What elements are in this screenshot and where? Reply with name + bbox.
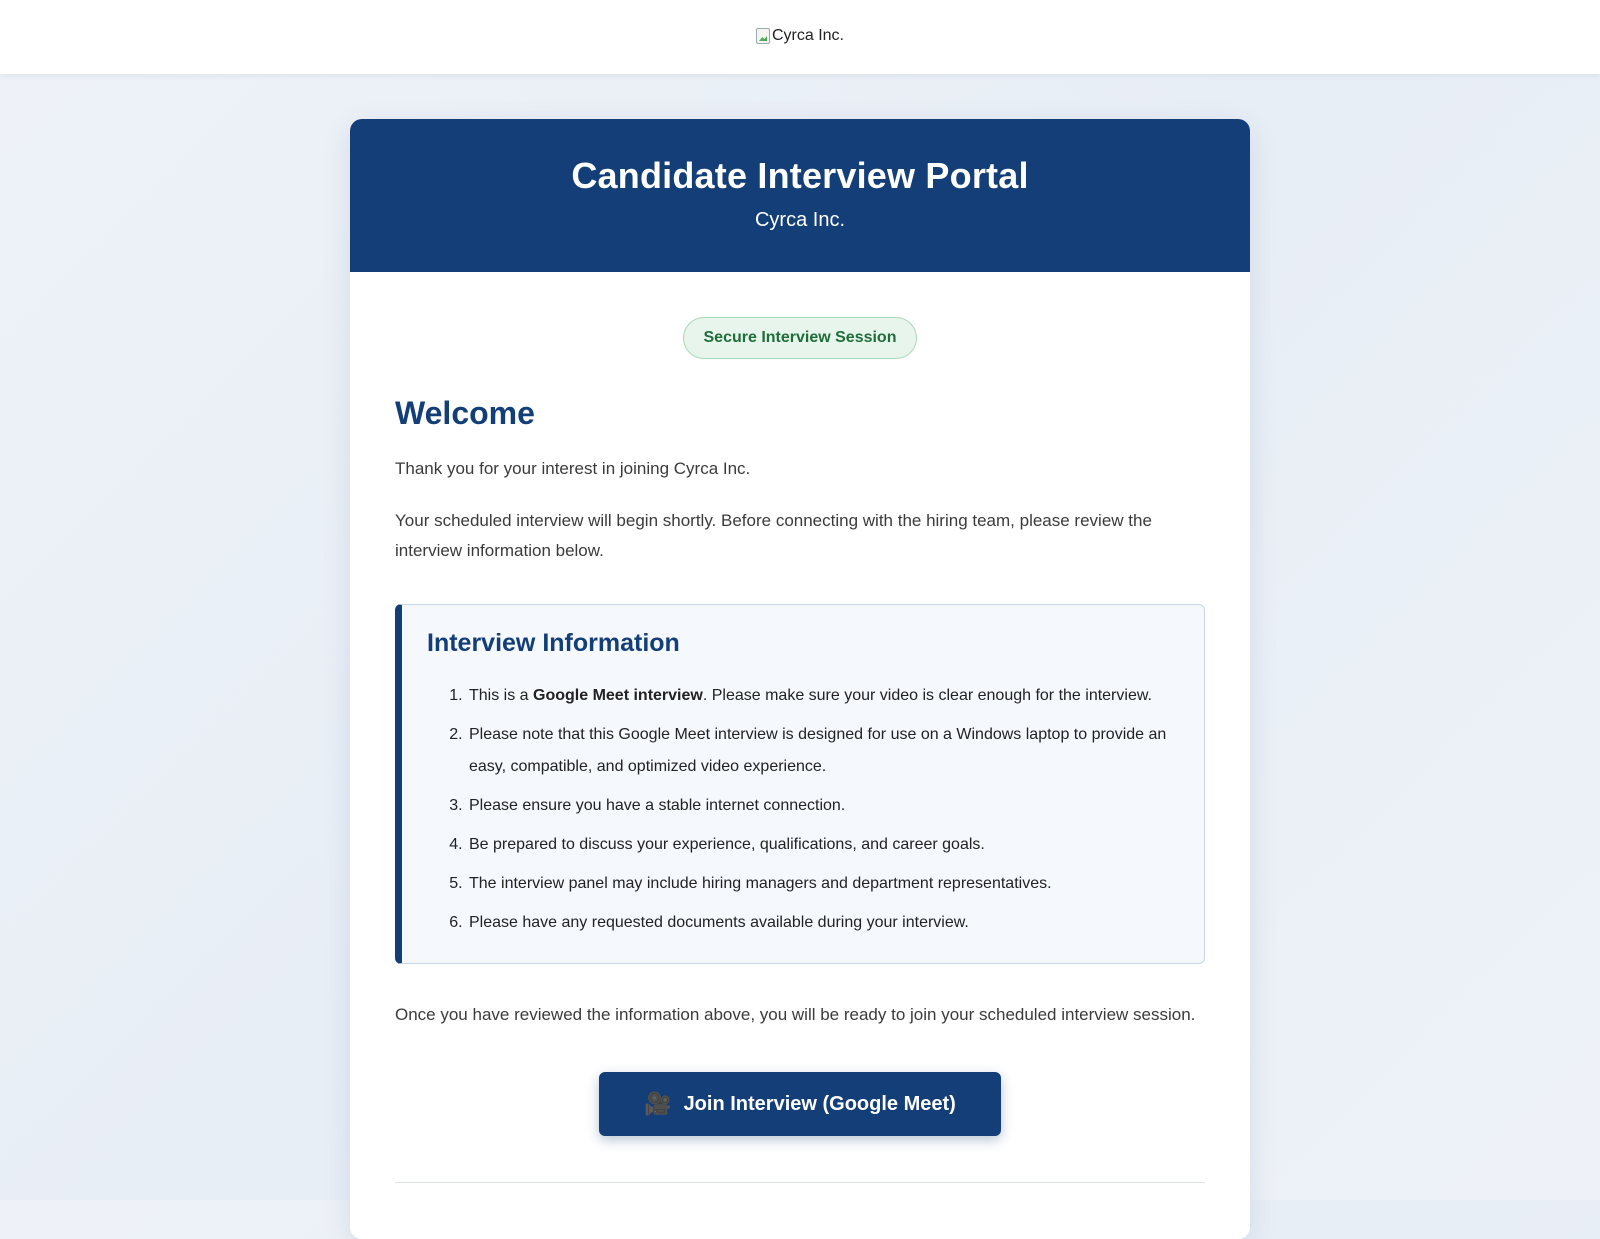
join-interview-button[interactable] bbox=[599, 1072, 1001, 1136]
video-camera-icon: 🎥 bbox=[644, 1091, 672, 1116]
company-name: Cyrca Inc. bbox=[754, 209, 846, 231]
interview-info-box bbox=[395, 604, 1205, 964]
list-item: 5. The interview panel may include hiring managers and department representatives. bbox=[467, 868, 1180, 900]
list-item: 2. Please note that this Google Meet interview is designed for use on a Windows laptop to provide an easy, compatible, and optimized video experience. bbox=[467, 719, 1180, 783]
emphasis-text: Google Meet interview bbox=[533, 687, 703, 704]
list-item: 6. Please have any requested documents available during your interview. bbox=[467, 907, 1180, 939]
card-header bbox=[350, 119, 1250, 272]
portal-card bbox=[350, 119, 1250, 1239]
top-bar bbox=[0, 0, 1600, 74]
list-item: 3. Please ensure you have a stable internet connection. bbox=[467, 790, 1180, 822]
info-title: Interview Information bbox=[427, 629, 680, 657]
broken-image-icon bbox=[756, 28, 770, 44]
secure-session-badge: Secure Interview Session bbox=[683, 317, 918, 359]
list-item: 1. This is a Google Meet interview. Please make sure your video is clear enough for the interview. bbox=[467, 680, 1180, 712]
company-logo bbox=[756, 27, 844, 45]
closing-text: Once you have reviewed the information above, you will be ready to join your scheduled interview session. bbox=[395, 1005, 1196, 1024]
divider bbox=[395, 1182, 1205, 1183]
list-item: 4. Be prepared to discuss your experience, qualifications, and career goals. bbox=[467, 829, 1180, 861]
intro-text: Thank you for your interest in joining Cyrca Inc. bbox=[395, 459, 751, 478]
logo-alt-text: Cyrca Inc. bbox=[771, 27, 844, 44]
info-list bbox=[427, 680, 1180, 939]
card-body bbox=[350, 272, 1250, 1183]
join-button-label: Join Interview (Google Meet) bbox=[683, 1092, 956, 1115]
welcome-heading: Welcome bbox=[395, 395, 535, 431]
page-title: Candidate Interview Portal bbox=[571, 155, 1029, 196]
instructions-text: Your scheduled interview will begin shortly. Before connecting with the hiring team, please review the interview information below. bbox=[395, 511, 1152, 560]
